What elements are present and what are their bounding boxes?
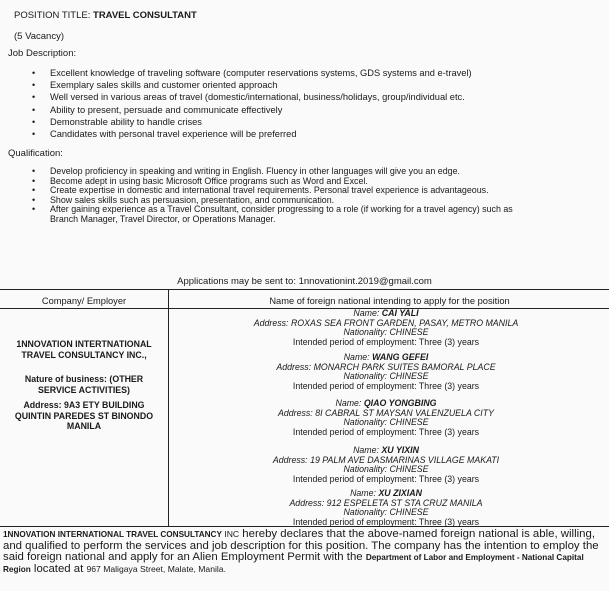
nationality-label: Nationality:: [343, 464, 387, 475]
address-line: MANILA: [66, 421, 102, 431]
national-nationality: CHINESE: [389, 507, 429, 518]
business-line: Nature of business: (OTHER: [24, 374, 144, 384]
declaration-dole: Department of Labor and Employment - National Capital Region: [3, 553, 584, 574]
national-nationality: CHINESE: [389, 464, 429, 475]
employment-period: Intended period of employment: Three (3) years: [292, 336, 480, 347]
qualification-item: • Show sales skills such as persuasion, presentation, and communication.: [0, 196, 513, 206]
employment-period: Intended period of employment: Three (3) years: [292, 380, 480, 391]
national-nationality: CHINESE: [389, 417, 429, 428]
job-description-item: • Candidates with personal travel experience will be preferred: [0, 128, 472, 140]
qualification-heading: Qualification:: [8, 148, 63, 159]
name-label: Name:: [350, 488, 376, 498]
job-description-item: • Well versed in various areas of travel (domestic/international, business/holidays, group/individual etc.: [0, 91, 472, 103]
declaration-inc: INC: [221, 529, 240, 539]
job-description-item: • Demonstrable ability to handle crises: [0, 116, 472, 128]
address-line: QUINTIN PAREDES ST BINONDO: [14, 410, 154, 421]
company-name: [0, 339, 168, 360]
position-title-label: POSITION TITLE:: [14, 10, 91, 21]
national-address: ROXAS SEA FRONT GARDEN, PASAY, METRO MANILA: [290, 317, 519, 328]
address-label: Address:: [289, 497, 325, 508]
name-label: Name:: [353, 445, 379, 455]
job-description-item: • Exemplary sales skills and customer oriented approach: [0, 79, 472, 91]
job-description-heading: Job Description:: [8, 48, 77, 59]
vacancy-count: (5 Vacancy): [14, 31, 64, 42]
name-label: Name:: [343, 352, 370, 362]
declaration-text: hereby declares that the above-named foreign national is able, willing, and qualified to perform the services and job description for this position. The company has the intention to employ the said foreign national and apply for an Alien Employment Permit with the: [3, 528, 599, 564]
name-label: Name:: [353, 308, 380, 318]
address-label: Address:: [272, 454, 308, 465]
nature-of-business: [0, 374, 168, 395]
qualification-item-continuation: Branch Manager, Travel Director, or Operations Manager.: [50, 213, 276, 224]
business-line: SERVICE ACTIVITIES): [38, 384, 130, 395]
job-description-list: [0, 67, 472, 140]
nationality-label: Nationality:: [343, 507, 387, 518]
declaration-address: 967 Maligaya Street, Malate, Manila.: [86, 563, 226, 574]
national-address: 8I CABRAL ST MAYSAN VALENZUELA CITY: [315, 407, 494, 418]
national-nationality: CHINESE: [389, 327, 429, 338]
employment-period: Intended period of employment: Three (3) years: [292, 516, 480, 527]
national-entry: [170, 353, 602, 391]
qualification-item: • Create expertise in domestic and international travel requirements. Personal travel experience is advantageous.: [0, 186, 513, 196]
employment-period: Intended period of employment: Three (3) years: [292, 473, 480, 484]
qualification-list: [0, 167, 513, 225]
qualification-item: • Become adept in using basic Microsoft Office programs such as Word and Excel.: [0, 177, 513, 187]
position-title: [14, 10, 197, 21]
position-title-value: TRAVEL CONSULTANT: [93, 10, 197, 21]
declaration-company: 1NNOVATION INTERNATIONAL TRAVEL CONSULTANCY: [3, 530, 222, 539]
qualification-item: • After gaining experience as a Travel Consultant, consider progressing to a role (if working for a travel agency) such as: [0, 205, 513, 215]
declaration-located: located at: [30, 562, 87, 575]
national-name: XU YIXIN: [381, 445, 419, 455]
national-entry: [170, 446, 602, 484]
national-name: CAI YALI: [381, 308, 419, 318]
qualification-item: • Develop proficiency in speaking and writing in English. Fluency in other languages will give you an edge.: [0, 167, 513, 177]
national-entry: [170, 489, 602, 527]
employment-period: Intended period of employment: Three (3) years: [292, 426, 480, 437]
header-company: Company/ Employer: [41, 296, 127, 306]
national-entry: [170, 309, 602, 347]
header-foreign-national: Name of foreign national intending to apply for the position: [269, 296, 510, 306]
national-address: MONARCH PARK SUITES BAMORAL PLACE: [313, 361, 496, 372]
address-label: Address:: [278, 407, 313, 418]
job-description-item: • Excellent knowledge of traveling software (computer reservations systems, GDS systems and e-travel): [0, 67, 472, 79]
address-label: Address:: [253, 317, 289, 328]
national-name: WANG GEFEI: [372, 352, 429, 362]
national-name: QIAO YONGBING: [363, 398, 437, 408]
applications-contact: Applications may be sent to: 1nnovationint.2019@gmail.com: [177, 276, 432, 287]
job-description-item: • Ability to present, persuade and communicate effectively: [0, 104, 472, 116]
company-address: [0, 400, 168, 432]
name-label: Name:: [335, 398, 362, 408]
company-name-line: TRAVEL CONSULTANCY INC.,: [21, 349, 147, 360]
column-divider: [168, 290, 169, 526]
national-entry: [170, 399, 602, 437]
national-address: 912 ESPELETA ST STA CRUZ MANILA: [326, 497, 483, 508]
nationality-label: Nationality:: [343, 327, 387, 338]
national-nationality: CHINESE: [389, 371, 429, 382]
applicants-table: [0, 289, 609, 527]
company-name-line: 1NNOVATION INTERTNATIONAL: [16, 339, 152, 349]
national-address: 19 PALM AVE DASMARINAS VILLAGE MAKATI: [310, 454, 500, 465]
national-name: XU ZIXIAN: [378, 488, 422, 498]
nationality-label: Nationality:: [343, 371, 387, 382]
address-line: Address: 9A3 ETY BUILDING: [23, 400, 145, 410]
declaration-paragraph: [3, 529, 607, 575]
address-label: Address:: [276, 361, 312, 372]
nationality-label: Nationality:: [343, 417, 387, 428]
